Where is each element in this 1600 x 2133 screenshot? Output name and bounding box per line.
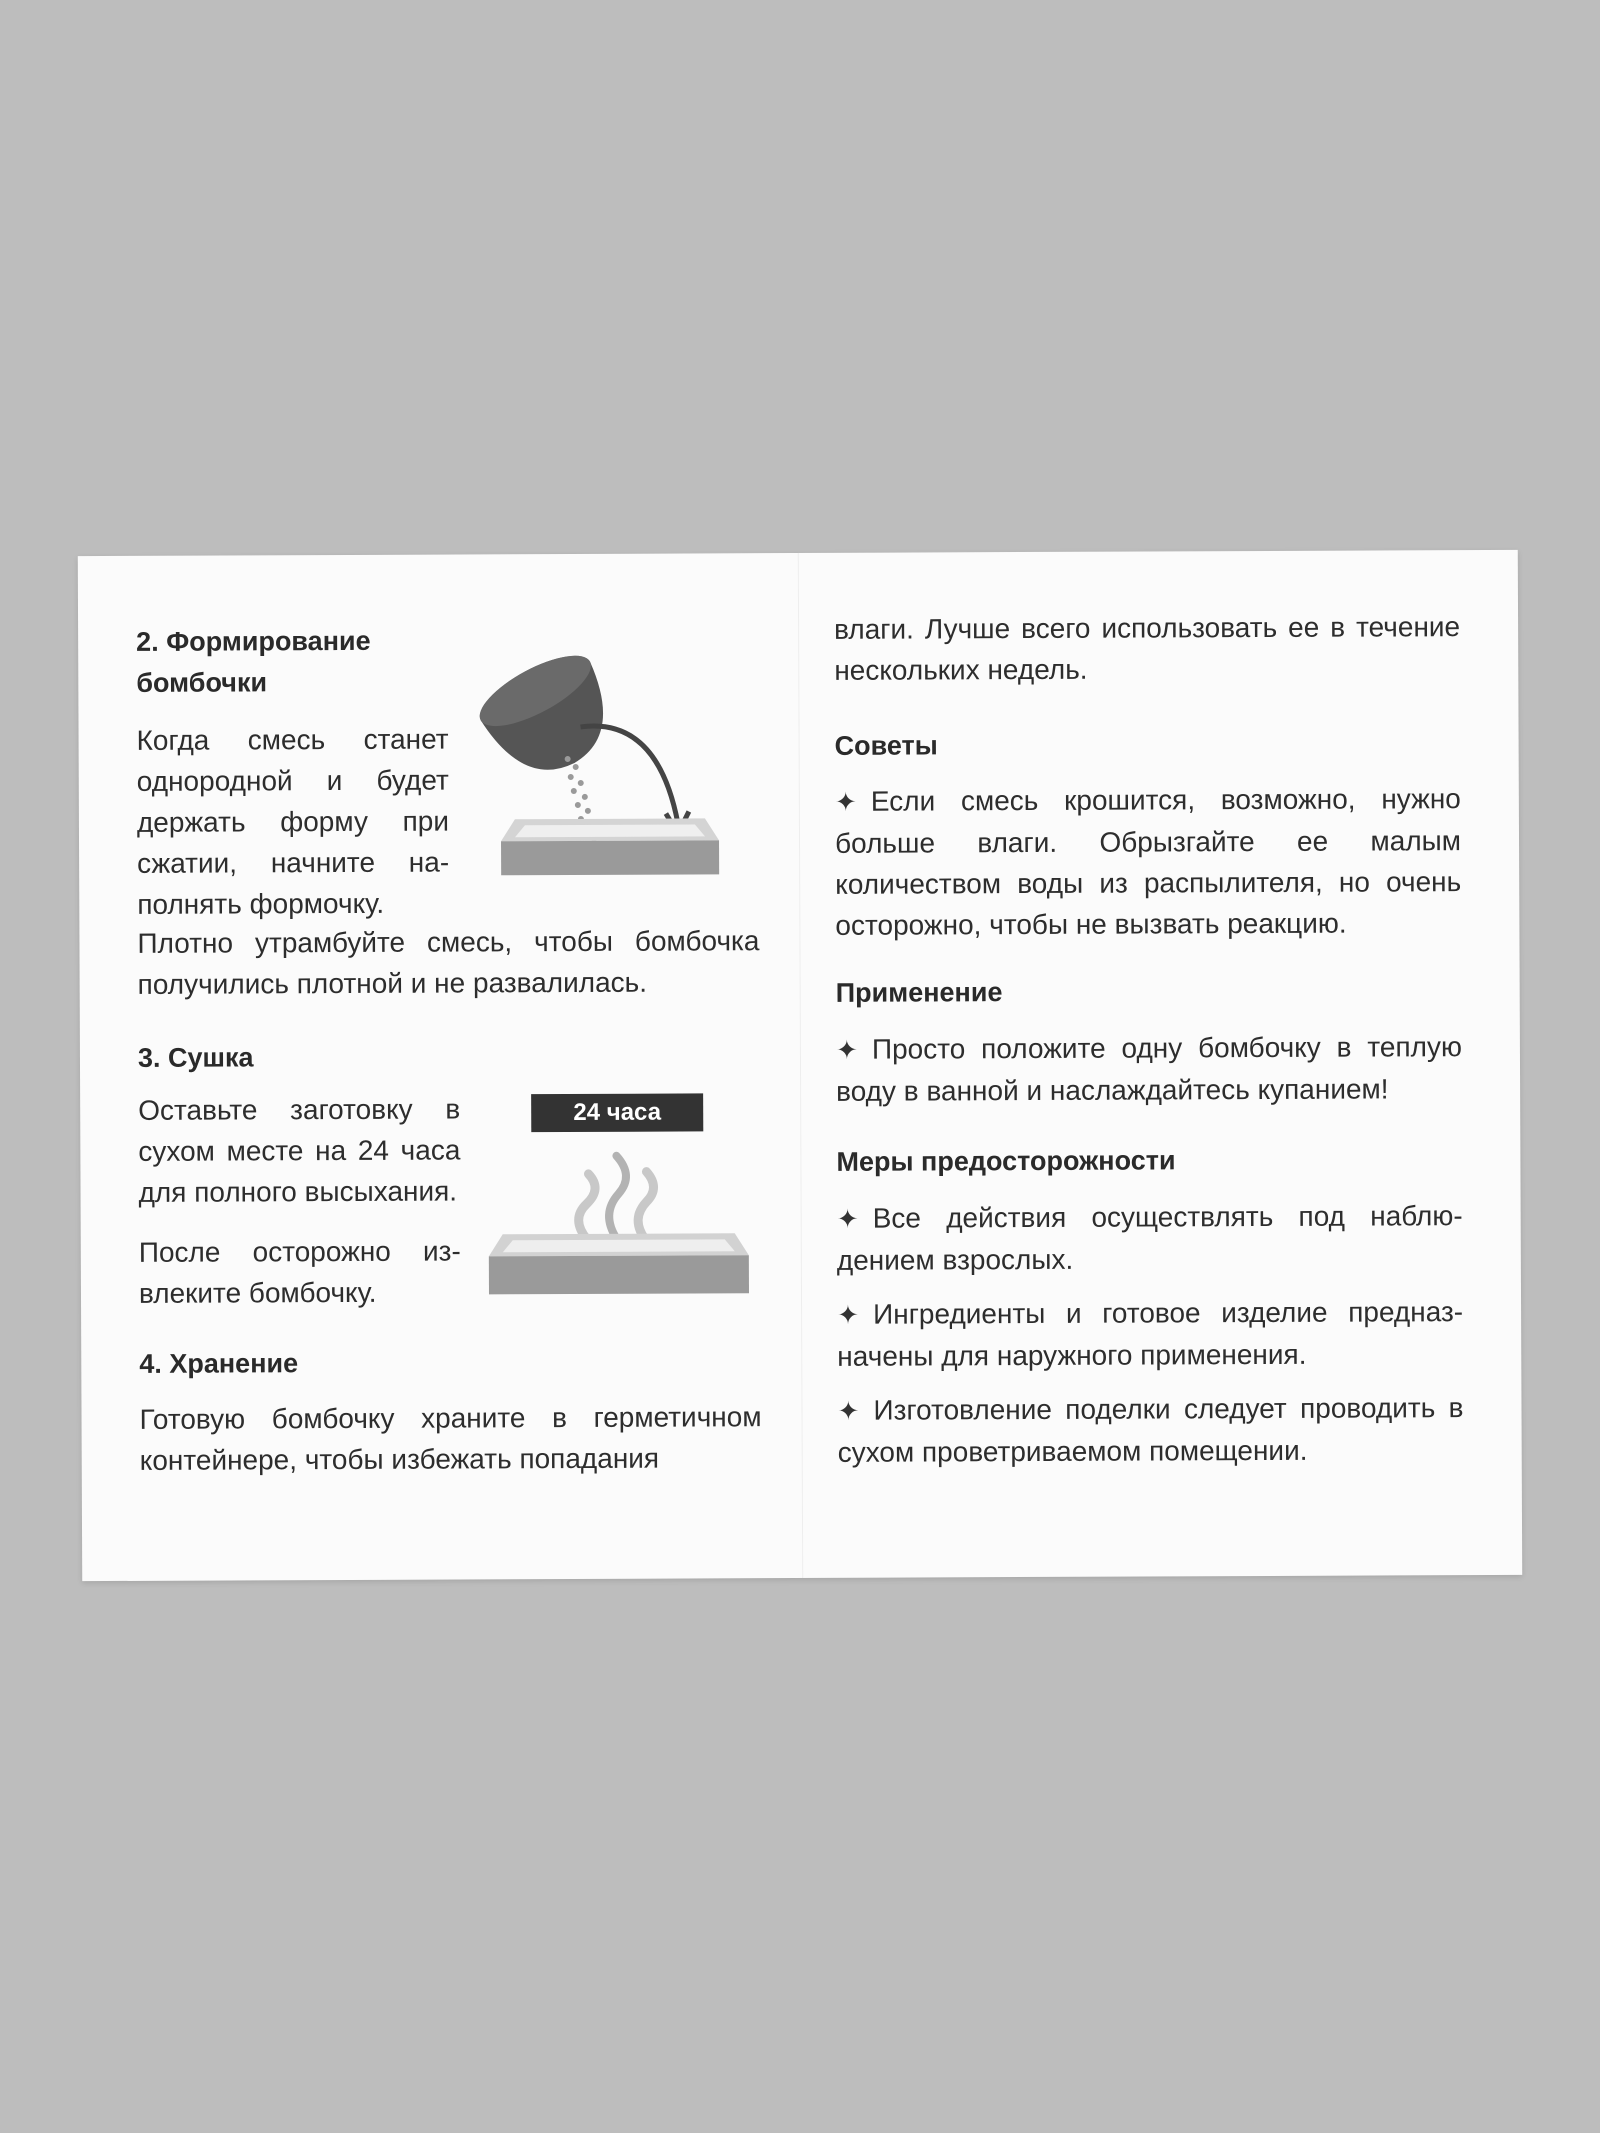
- right-column: [834, 550, 1464, 1578]
- fold-line: [798, 553, 803, 1578]
- section-2-title-line2: бомбочки: [136, 667, 268, 698]
- tips-item-text: Если смесь крошится, возможно, нужно больше влаги. Обрызгайте ее малым количеством воды из распылителя, но очень осторожно, чтобы не вызвать реакцию.: [834, 783, 1462, 941]
- section-2-title-line1: 2. Формирование: [136, 625, 371, 657]
- section-3-text-2: После осторожно из-влеките бомбочку.: [138, 1235, 461, 1309]
- four-pointed-star-icon: ✦: [837, 1299, 859, 1330]
- section-4-title: 4. Хранение: [139, 1348, 299, 1379]
- instruction-sheet: [78, 550, 1522, 1581]
- pouring-bowl-icon: [472, 648, 723, 879]
- safety-item-1-text: Все действия осуществлять под наблю-дением взрослых.: [836, 1200, 1463, 1276]
- section-2-text-full: Плотно утрамбуйте смесь, чтобы бомбочка получились плотной и не развалилась.: [137, 925, 760, 1000]
- safety-item-2: [837, 1291, 1463, 1377]
- safety-item-3-text: Изготовление поделки следует проводить в сухом проветриваемом помещении.: [837, 1392, 1464, 1468]
- four-pointed-star-icon: ✦: [834, 786, 857, 817]
- tips-title: Советы: [834, 730, 938, 761]
- section-3-text-1: Оставьте заготовку в сухом месте на 24 часа для полного высыхания.: [138, 1093, 461, 1208]
- continuation-text: влаги. Лучше всего использовать ее в течение нескольких недель.: [834, 611, 1461, 686]
- usage-title: Применение: [835, 977, 1003, 1008]
- four-pointed-star-icon: ✦: [837, 1395, 860, 1426]
- drying-mold-icon: [486, 1143, 757, 1296]
- four-pointed-star-icon: ✦: [836, 1203, 859, 1234]
- section-2-text-wrapped: Когда смесь станет однородной и будет держать форму при сжатии, начните на-полнять формочку.: [136, 723, 450, 920]
- safety-item-1: [837, 1195, 1463, 1281]
- safety-item-2-text: Ингредиенты и готовое изделие предназ-начены для наружного применения.: [837, 1296, 1464, 1372]
- section-4-text: Готовую бомбочку храните в герметичном контейнере, чтобы избежать попадания: [139, 1401, 762, 1476]
- usage-item: [836, 1026, 1462, 1112]
- usage-item-text: Просто положите одну бомбочку в теплую воду в ванной и наслаждайтесь купанием!: [836, 1031, 1462, 1107]
- tips-item: [835, 778, 1462, 946]
- safety-title: Меры предосторожности: [836, 1145, 1176, 1177]
- duration-badge: 24 часа: [531, 1093, 703, 1132]
- safety-item-3: [837, 1387, 1463, 1473]
- left-column: [136, 553, 762, 1581]
- section-3-title: 3. Сушка: [137, 1042, 254, 1073]
- four-pointed-star-icon: ✦: [835, 1034, 858, 1065]
